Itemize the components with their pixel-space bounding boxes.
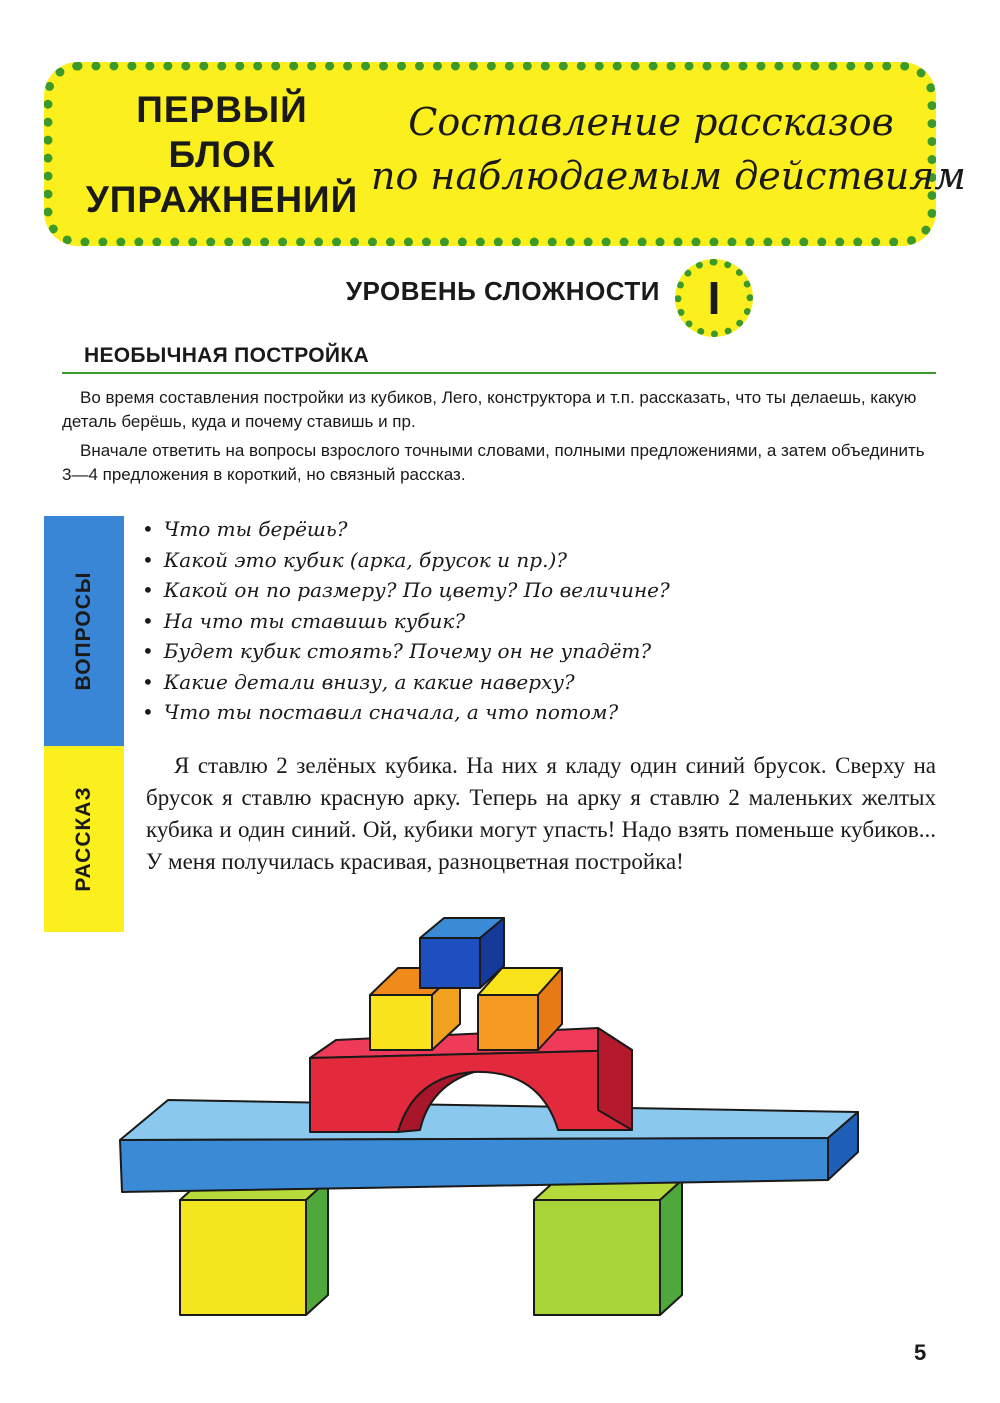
difficulty-label: УРОВЕНЬ СЛОЖНОСТИ bbox=[345, 276, 660, 306]
question-item: • Какой он по размеру? По цвету? По величине? bbox=[140, 575, 670, 606]
section-divider bbox=[62, 372, 936, 374]
intro-paragraph: Во время составления постройки из кубиков, Лего, конструктора и т.п. рассказать, что ты делаешь, какую деталь берёшь, куда и почему ставишь и пр. bbox=[62, 388, 917, 431]
blue-plank bbox=[120, 1100, 858, 1192]
blue-cube-top bbox=[420, 918, 504, 988]
question-item: • Какой это кубик (арка, брусок и пр.)? bbox=[140, 545, 670, 576]
block-title bbox=[77, 87, 367, 222]
intro-paragraph: Вначале ответить на вопросы взрослого точными словами, полными предложениями, а затем объединить 3—4 предложения в короткий, но связный рассказ. bbox=[62, 441, 925, 484]
page-number: 5 bbox=[914, 1340, 927, 1365]
questions-tab-label: ВОПРОСЫ bbox=[72, 571, 95, 691]
story-tab-label: РАССКАЗ bbox=[72, 786, 95, 892]
block-subtitle-line: по наблюдаемым действиям bbox=[371, 154, 966, 198]
green-cube-left bbox=[180, 1180, 328, 1315]
story-text: Я ставлю 2 зелёных кубика. На них я кладу один синий брусок. Сверху на брусок я ставлю красную арку. Теперь на арку я ставлю 2 маленьких желтых кубика и один синий. Ой, кубики могут упасть! Надо взять поменьше кубиков... У меня получилась красивая, разноцветная постройка! bbox=[146, 753, 936, 874]
difficulty-badge: I bbox=[675, 259, 753, 337]
question-item: • Что ты берёшь? bbox=[140, 514, 670, 545]
question-item: • Что ты поставил сначала, а что потом? bbox=[140, 697, 670, 728]
section-title: НЕОБЫЧНАЯ ПОСТРОЙКА bbox=[84, 344, 369, 367]
green-cube-right bbox=[534, 1180, 682, 1315]
questions-tab bbox=[44, 516, 124, 746]
orange-cube-right bbox=[478, 968, 562, 1050]
block-title-line: УПРАЖНЕНИЙ bbox=[85, 179, 359, 220]
block-title-line: ПЕРВЫЙ bbox=[136, 89, 308, 130]
question-item: • Будет кубик стоять? Почему он не упадёт? bbox=[140, 636, 670, 667]
block-subtitle bbox=[371, 95, 966, 203]
intro-text bbox=[62, 386, 938, 492]
block-subtitle-line: Составление рассказов bbox=[408, 100, 894, 144]
questions-list bbox=[140, 514, 670, 728]
block-title-line: БЛОК bbox=[168, 134, 276, 175]
question-item: • На что ты ставишь кубик? bbox=[140, 606, 670, 637]
block-construction-illustration bbox=[110, 900, 870, 1330]
question-item: • Какие детали внизу, а какие наверху? bbox=[140, 667, 670, 698]
header-banner bbox=[44, 62, 966, 246]
